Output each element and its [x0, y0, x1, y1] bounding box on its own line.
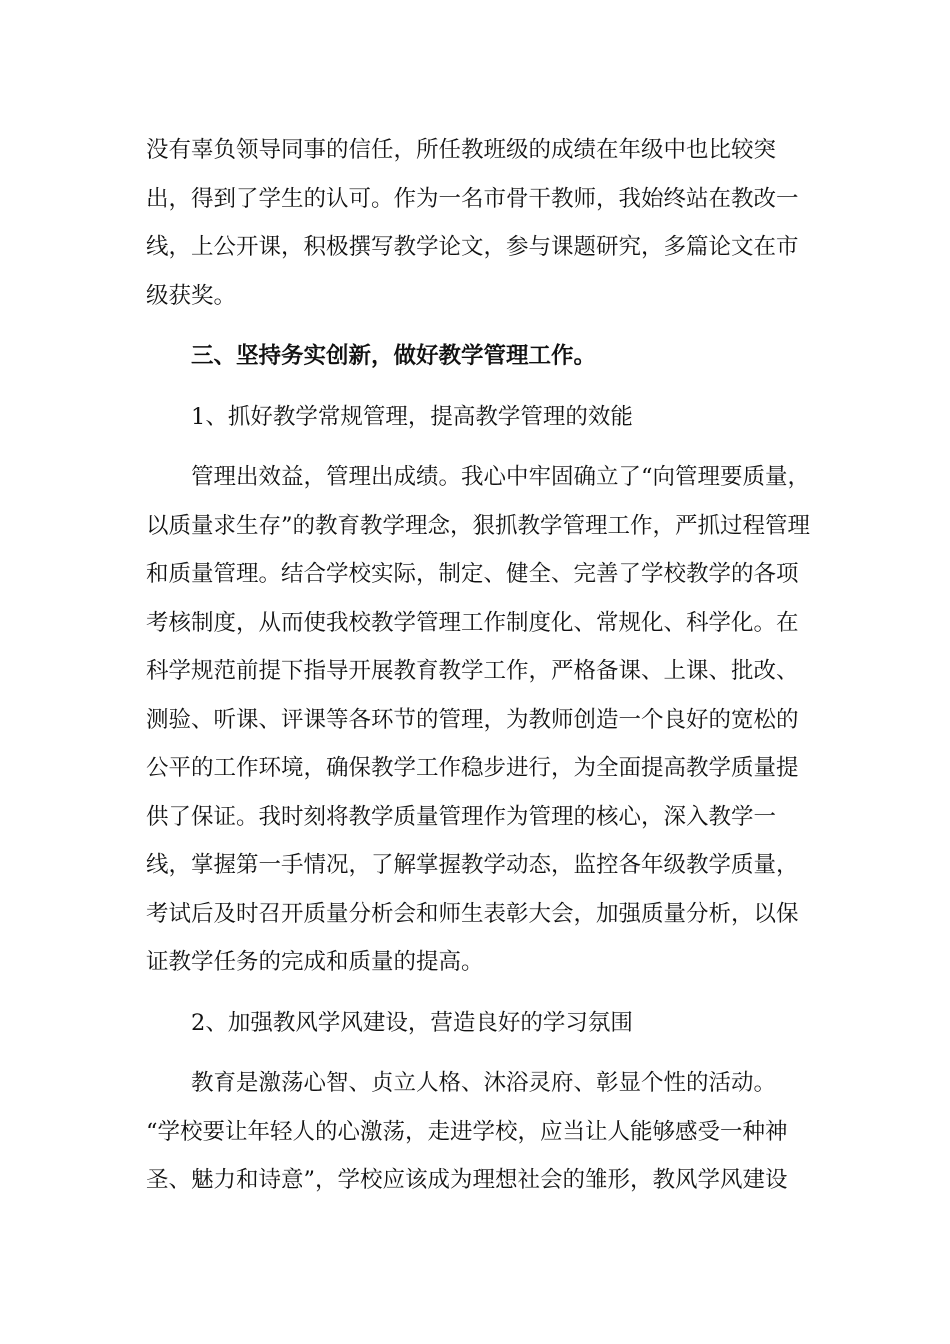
paragraph-management: 管理出效益，管理出成绩。我心中牢固确立了“向管理要质量，以质量求生存”的教育教学理念，狠抓教学管理工作，严抓过程管理和质量管理。结合学校实际，制定、健全、完善了学校教学的各项考核制度，从而使我校教学管理工作制度化、常规化、科学化。在科学规范前提下指导开展教育教学工作，严格备课、上课、批改、测验、听课、评课等各环节的管理，为教师创造一个良好的宽松的公平的工作环境，确保教学工作稳步进行，为全面提高教学质量提供了保证。我时刻将教学质量管理作为管理的核心，深入教学一线，掌握第一手情况，了解掌握教学动态，监控各年级教学质量，考试后及时召开质量分析会和师生表彰大会，加强质量分析，以保证教学任务的完成和质量的提高。 [146, 464, 811, 975]
paragraph-education: 教育是激荡心智、贞立人格、沐浴灵府、彰显个性的活动。 [191, 1070, 777, 1096]
document-body [146, 126, 811, 1205]
section-heading-3: 三、坚持务实创新，做好教学管理工作。 [191, 343, 597, 369]
subheading-2: 2、加强教风学风建设，营造良好的学习氛围 [191, 1009, 633, 1036]
paragraph-continuation: 没有辜负领导同事的信任，所任教班级的成绩在年级中也比较突出，得到了学生的认可。作为一名市骨干教师，我始终站在教改一线，上公开课，积极撰写教学论文，参与课题研究，多篇论文在市级获奖。 [146, 137, 799, 309]
paragraph-quote: “学校要让年轻人的心激荡，走进学校，应当让人能够感受一种神圣、魅力和诗意”，学校应该成为理想社会的雏形，教风学风建设 [146, 1118, 788, 1193]
subheading-1: 1、抓好教学常规管理，提高教学管理的效能 [191, 403, 633, 430]
